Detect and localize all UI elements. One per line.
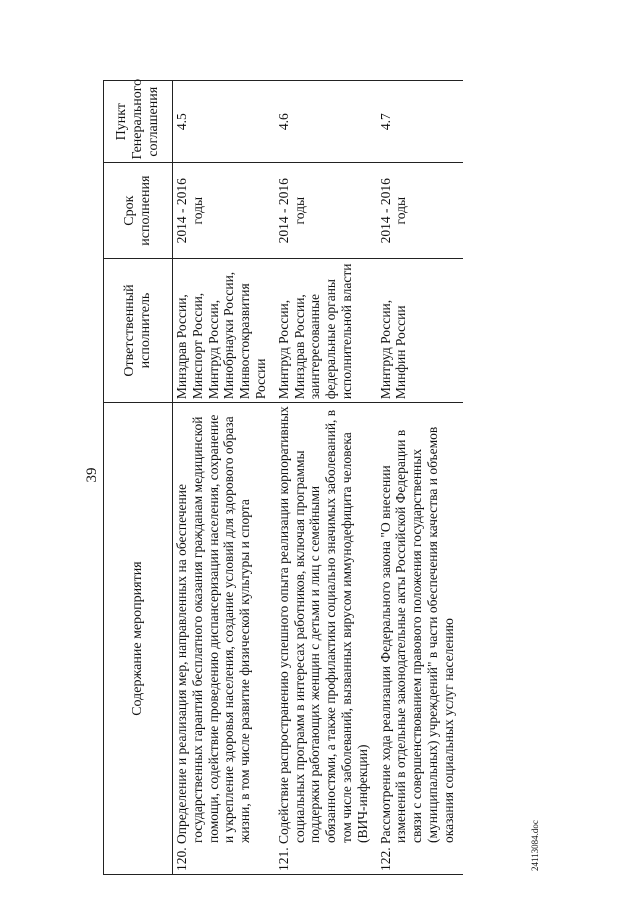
measures-table [103,80,463,875]
row-agreement-item: 4.6 [275,81,377,163]
page-number: 39 [84,467,100,483]
header-item: Пункт Генерального соглашения [104,81,173,163]
row-term: 2014 - 2016 годы [275,163,377,258]
row-executor: Минтруд России, Минфин России [377,258,463,402]
row-executor: Минтруд России, Минздрав России, заинтересованные федеральные органы исполнительной власти [275,258,377,402]
row-agreement-item: 4.5 [173,81,275,163]
row-description: Рассмотрение хода реализации Федерального закона "О внесении изменений в отдельные законодательные акты Российской Федерации в связи с совершенствованием правового положения государственных (муниципальных) учреждений" в части обеспечения качества и объемов оказания социальных услуг населению [377,426,456,844]
document-page [83,80,545,875]
row-description: Определение и реализация мер, направленных на обеспечение государственных гарантий бесплатного оказания гражданам медицинской помощи, содействие проведению диспансеризации населения, сохранение и укрепление здоровья населения, создание условий для здорового образа жизни, в том числе развитие физической культуры и спорта [174,414,253,844]
row-description: Содействие распространению успешного опыта реализации корпоративных социальных программ в интересах работников, включая программы поддержки работающих женщин с детьми и лиц с семейными обязанностями, а также профилактики социально значимых заболеваний, в том числе заболеваний, вызванных вирусом иммунодефицита человека (ВИЧ-инфекции) [275,406,370,844]
row-content-cell [275,403,377,875]
document-code: 24113084.doc [530,820,540,871]
table-header-row [104,81,173,875]
table-row [377,81,463,875]
header-executor: Ответственный исполнитель [104,258,173,402]
row-term: 2014 - 2016 годы [173,163,275,258]
header-term: Срок исполнения [104,163,173,258]
row-number: 121. [275,847,291,871]
row-content-cell [377,403,463,875]
header-content: Содержание мероприятия [104,403,173,875]
row-term: 2014 - 2016 годы [377,163,463,258]
table-row [173,81,275,875]
row-content-cell [173,403,275,875]
row-executor: Минздрав России, Минспорт России, Минтруд России, Минобрнауки России, Минвостокразвития России [173,258,275,402]
table-row [275,81,377,875]
row-number: 122. [377,847,393,871]
row-number: 120. [174,847,189,871]
row-agreement-item: 4.7 [377,81,463,163]
